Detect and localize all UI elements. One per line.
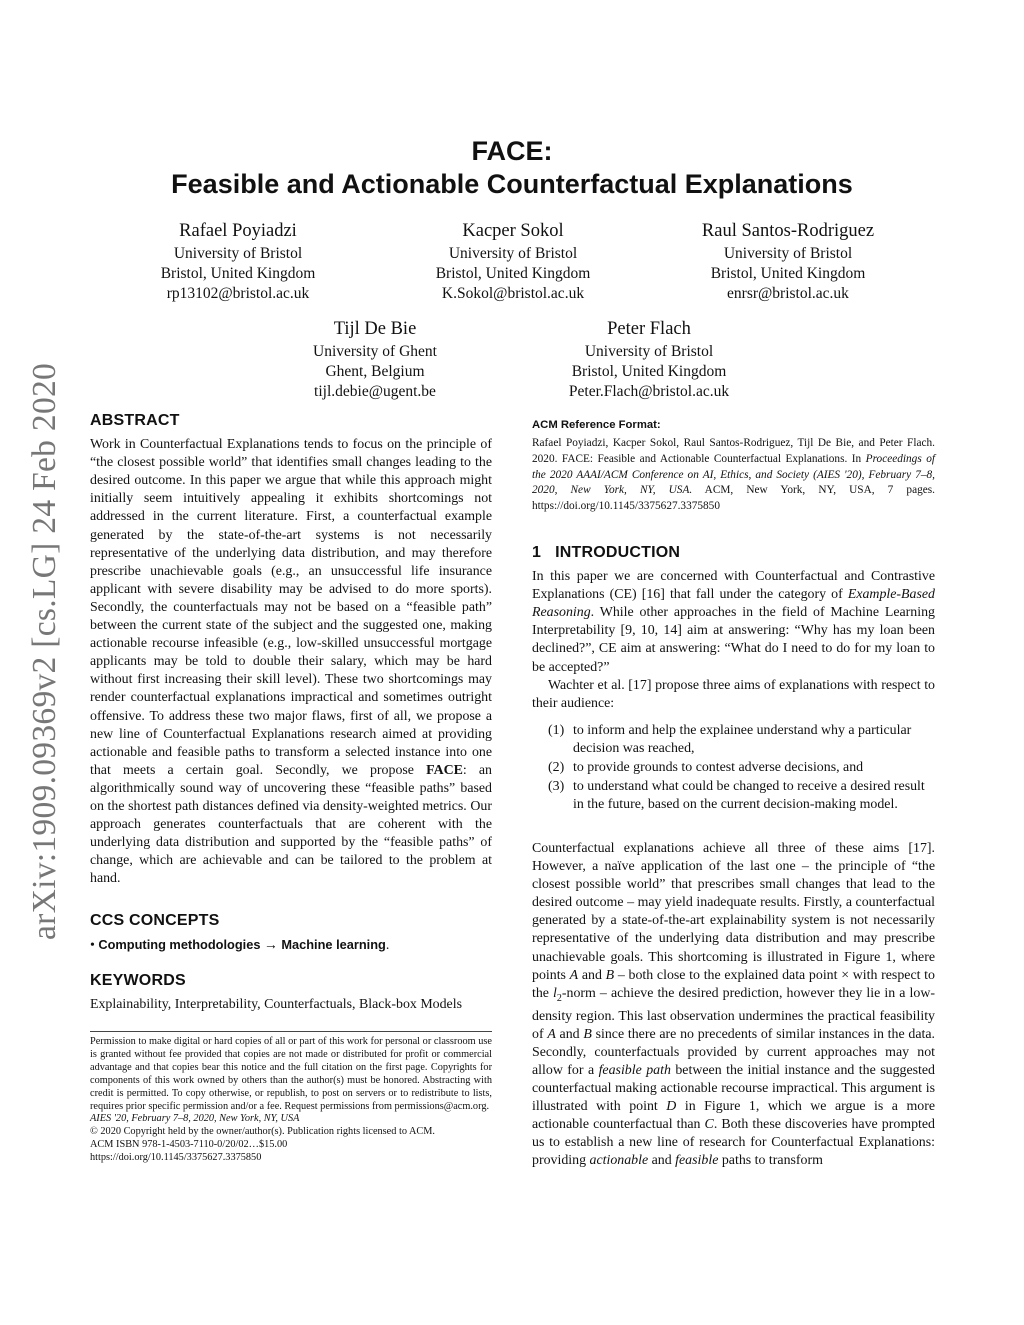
author-affiliation: University of Bristol [448,245,578,262]
introduction-section [532,544,935,713]
footnote-divider [90,1031,492,1032]
paper-title-line-1: FACE: [471,136,553,166]
author-email[interactable]: rp13102@bristol.ac.uk [166,285,310,302]
copyright-line: © 2020 Copyright held by the owner/author(s). Publication rights licensed to ACM. [90,1126,436,1138]
abstract-text: Work in Counterfactual Explanations tends to focus on the principle of “the closest possible world” that identifies small changes leading to the desired outcome. In this paper we argue that while this approach might initially seem intuitively appealing it exhibits shortcomings not addressed in the current literature. First, a counterfactual example generated by the state-of-the-art systems is not necessarily representative of the underlying data distribution, and may therefore prescribe unachievable goals (e.g., an unsuccessful life insurance applicant with severe disability may be advised to do more sports). Secondly, the counterfactuals may not be based on a “feasible path” between the current state of the subject and the suggested one, making actionable recourse infeasible (e.g., low-skilled unsuccessful mortgage applicants may be told to double their salary, which may be hard without first increasing their skill level). These two shortcomings may render counterfactual explanations impractical and sometimes outright offensive. To address these two major flaws, first of all, we propose a new line of Counterfactual Explanations research aimed at providing actionable and feasible paths to transform a selected instance into one that meets a certain goal. Secondly, we propose FACE: an algorithmically sound way of uncovering these “feasible paths” based on the shortest path distances defined via density-weighted metrics. Our approach generates counterfactuals that are coherent with the underlying data distribution and supported by the “feasible paths” of change, which are achievable and can be tailored to the problem at hand. [90,437,492,887]
acm-reference-section [532,416,935,515]
author-email[interactable]: K.Sokol@bristol.ac.uk [441,285,585,302]
author-email[interactable]: Peter.Flach@bristol.ac.uk [568,383,730,400]
author-location: Bristol, United Kingdom [571,363,727,380]
author-name: Kacper Sokol [462,221,564,241]
keywords-text: Explainability, Interpretability, Counterfactuals, Black-box Models [90,997,462,1013]
permission-text: Permission to make digital or hard copies of all or part of this work for personal or classroom use is granted without fee provided that copies are not made or distributed for profit or commercial advantage and that copies bear this notice and the full citation on the first page. Copyrights for components of this work owned by others than the author(s) must be honored. Abstracting with credit is permitted. To copy otherwise, or republish, to post on servers or to redistribute to lists, requires prior specific permission and/or a fee. Request permissions from permissions@acm.org. [90,1036,492,1112]
abstract-heading: ABSTRACT [90,412,180,429]
intro-paragraph-1: In this paper we are concerned with Counterfactual and Contrastive Explanations (CE) [16] that fall under the category of Example-Based Reasoning. While other approaches in the field of Machine Learning Interpretability [9, 10, 14] aim at answering: “Why has my loan been declined?”, CE aim at answering: “What do I need to do for my loan to be accepted?” [532,569,935,675]
author-name: Rafael Poyiadzi [179,221,297,241]
introduction-heading: 1 INTRODUCTION [532,544,681,561]
author-location: Ghent, Belgium [325,363,425,380]
author-block [519,316,779,402]
intro-paragraph-3-block [532,840,935,1170]
arxiv-identifier-stamp: arXiv:1909.09369v2 [cs.LG] 24 Feb 2020 [26,362,63,940]
ccs-concepts-section [90,912,492,955]
author-block [108,218,368,304]
author-location: Bristol, United Kingdom [160,265,316,282]
intro-paragraph-2: Wachter et al. [17] propose three aims of explanations with respect to their audience: [532,677,935,711]
author-location: Bristol, United Kingdom [710,265,866,282]
doi-link[interactable]: https://doi.org/10.1145/3375627.3375850 [90,1152,262,1164]
abstract-section [90,412,492,888]
keywords-heading: KEYWORDS [90,972,186,989]
author-location: Bristol, United Kingdom [435,265,591,282]
author-affiliation: University of Bristol [173,245,303,262]
aims-list [548,722,935,815]
author-affiliation: University of Ghent [313,343,437,360]
keywords-section [90,972,492,1014]
author-block [245,316,505,402]
list-item: (2) to provide grounds to contest adverse decisions, and [548,760,864,776]
paper-title-line-2: Feasible and Actionable Counterfactual Explanations [171,169,853,199]
list-item: (3) to understand what could be changed to receive a desired result in the future, based on the current decision-making model. [548,779,925,813]
permission-footnote [90,1036,492,1165]
acm-reference-heading: ACM Reference Format: [532,419,661,431]
ccs-concepts-heading: CCS CONCEPTS [90,912,220,929]
intro-paragraph-3: Counterfactual explanations achieve all three of these aims [17]. However, a naïve application of the last one – the principle of “the closest possible world” that prescribes small changes that lead to the desired outcome – may yield inadequate results. Firstly, a counterfactual generated by a state-of-the-art explainability system is not necessarily representative of the underlying data distribution and may prescribe unachievable goals. This shortcoming is illustrated in Figure 1, where points A and B – both close to the explained data point × with respect to the $l_2$-norm – achieve the desired prediction, however they lie in a low-density region. This last observation undermines the practical feasibility of A and B since there are no precedents of similar instances in the data. Secondly, counterfactuals provided by current approaches may not allow for a feasible path between the initial instance and the suggested counterfactual making actionable recourse impractical. This argument is illustrated with point D in Figure 1, which we argue is a more actionable counterfactual than C. Both these discoveries have prompted us to establish a new line of research for Counterfactual Explanations: providing actionable and feasible paths to transform [532,841,936,1169]
author-affiliation: University of Bristol [584,343,714,360]
isbn-line: ACM ISBN 978-1-4503-7110-0/20/02…$15.00 [90,1139,288,1151]
acm-reference-text: Rafael Poyiadzi, Kacper Sokol, Raul Santos-Rodriguez, Tijl De Bie, and Peter Flach. 2020. FACE: Feasible and Actionable Counterfactual Explanations. In Proceedings of the 2020 AAAI/ACM Conference on AI, Ethics, and Society (AIES '20), February 7–8, 2020, New York, NY, USA. ACM, New York, NY, USA, 7 pages. https://doi.org/10.1145/3375627.3375850 [532,437,935,512]
author-email[interactable]: enrsr@bristol.ac.uk [727,285,849,302]
ccs-concept-line: • Computing methodologies → Machine learning. [90,937,390,954]
author-name: Tijl De Bie [333,319,417,339]
author-email[interactable]: tijl.debie@ugent.be [314,383,436,400]
author-name: Raul Santos-Rodriguez [701,221,875,241]
list-item: (1) to inform and help the explainee understand why a particular decision was reached, [548,723,912,757]
author-name: Peter Flach [607,319,691,339]
author-block [658,218,918,304]
author-block [383,218,643,304]
author-affiliation: University of Bristol [723,245,853,262]
conference-venue: AIES '20, February 7–8, 2020, New York, NY, USA [90,1113,300,1125]
